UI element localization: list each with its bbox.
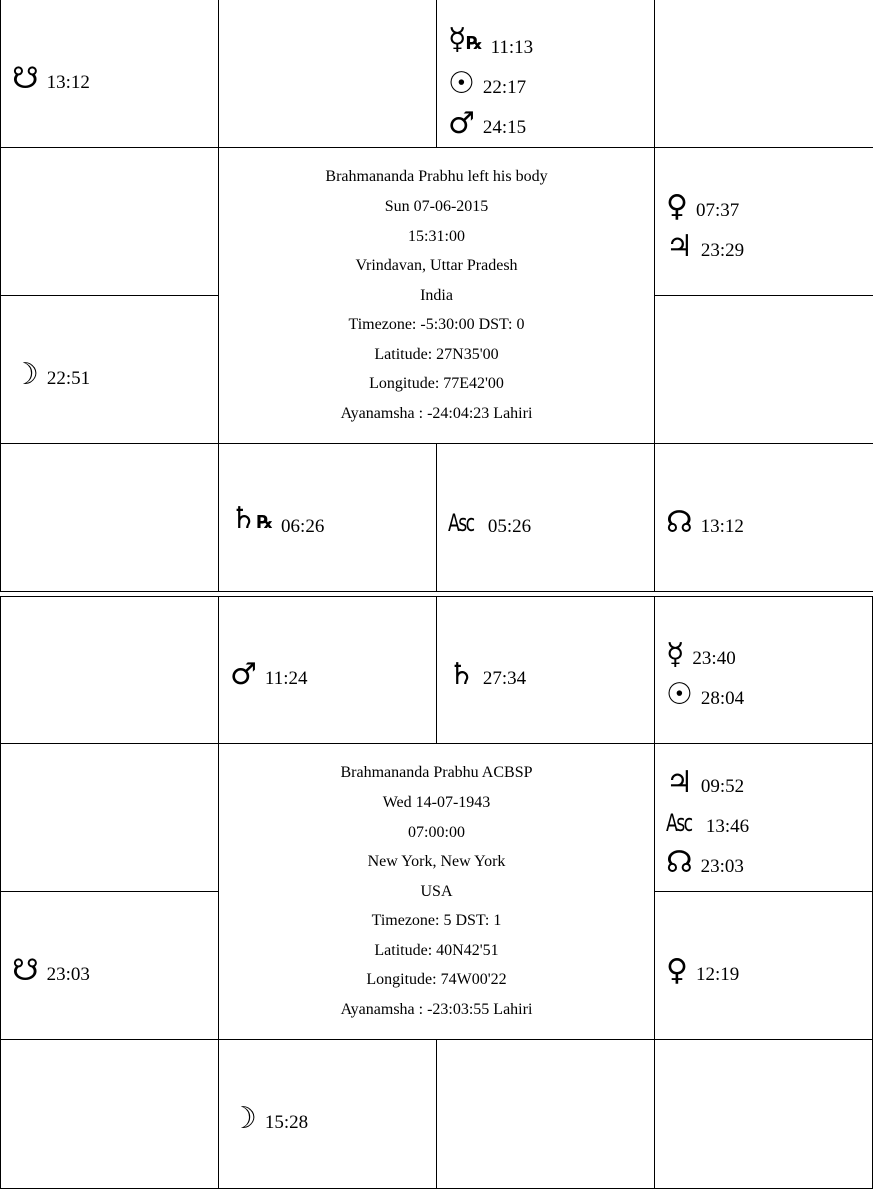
planet-degree: 07:37 [695,200,740,221]
chart-timezone: Timezone: -5:30:00 DST: 0 [348,316,525,334]
house-cell [436,0,654,148]
planet-degree: 11:24 [264,668,308,689]
ketu-icon [12,953,39,988]
moon-icon [12,357,39,392]
house-cell [654,148,873,296]
planet-glyph: ♀ [666,189,688,224]
planet-degree: 05:26 [487,516,532,537]
planet-degree: 23:40 [692,648,736,669]
native-name: Brahmananda Prabhu ACBSP [340,764,533,782]
planet-degree: 28:04 [700,688,745,709]
planet-entry [230,1094,436,1134]
planet-degree: 09:52 [700,776,745,797]
jupiter-icon [666,229,693,264]
sun-icon [448,66,475,101]
planet-entry [12,54,218,94]
planet-degree: 06:26 [281,516,325,537]
house-cell [654,892,873,1040]
planet-entry [666,798,873,838]
planet-glyph: ☋ [12,953,39,988]
planet-degree: 13:12 [46,72,90,93]
retrograde-icon: ℞ [256,512,274,533]
planet-entry [666,946,873,986]
planet-degree: 13:12 [700,516,744,537]
planet-entry [230,498,436,538]
mars-icon [230,657,257,692]
planet-entry [12,946,218,986]
planet-degree: 22:51 [46,368,91,389]
venus-icon [666,189,688,224]
rahu-icon [666,845,693,880]
planet-degree: 12:19 [695,964,740,985]
planet-glyph: ♃ [666,765,693,800]
planet-glyph: Asc [448,509,474,537]
rahu-icon [666,505,693,540]
planet-entry [666,498,873,538]
chart-date: Sun 07-06-2015 [384,197,489,215]
planet-degree: 11:13 [490,37,534,58]
planet-entry [448,19,654,59]
chart-longitude: Longitude: 74W00'22 [366,971,507,989]
planet-degree: 27:34 [482,668,527,689]
planet-entry [12,350,218,390]
house-cell [654,596,873,744]
planet-entry [666,222,873,262]
retrograde-icon: ℞ [466,33,483,54]
planet-glyph: ☿ [666,637,685,672]
native-name: Brahmananda Prabhu left his body [325,168,548,186]
house-cell [218,596,436,744]
birth-chart-2 [0,596,873,1188]
ketu-icon [12,61,39,96]
chart-place: New York, New York [367,853,506,871]
mercury-icon [666,637,685,672]
planet-degree: 15:28 [264,1112,309,1133]
saturn-icon [448,657,475,692]
chart-ayanamsha: Ayanamsha : -23:03:55 Lahiri [340,1001,533,1019]
planet-entry [230,650,436,690]
house-cell [0,0,218,148]
planet-glyph: ♄ [230,501,257,536]
house-cell [436,444,654,592]
planet-entry [666,182,873,222]
chart-time: 15:31:00 [408,227,465,245]
house-cell [0,892,218,1040]
planet-glyph: ☊ [666,505,693,540]
house-cell [218,1040,436,1188]
planet-degree: 23:03 [46,964,90,985]
planet-degree: 24:15 [482,117,527,138]
chart-longitude: Longitude: 77E42'00 [369,375,504,393]
chart-ayanamsha: Ayanamsha : -24:04:23 Lahiri [340,405,533,423]
ascendant-icon [448,508,474,538]
planet-degree: 13:46 [705,816,750,837]
planet-degree: 22:17 [482,77,527,98]
grid-line [436,1039,437,1188]
planet-glyph: ♃ [666,229,693,264]
saturn-retrograde-icon [230,501,274,538]
chart-time: 07:00:00 [408,823,465,841]
planet-entry [666,838,873,878]
grid-line [0,1188,873,1189]
planet-glyph: ☿ [448,22,467,57]
chart-country: India [420,286,453,304]
house-cell [436,596,654,744]
moon-icon [230,1101,257,1136]
chart-country: USA [420,882,453,900]
chart-info [219,148,654,443]
planet-entry [448,650,654,690]
chart-latitude: Latitude: 40N42'51 [374,941,499,959]
mars-icon [448,106,475,141]
chart-info [219,744,654,1039]
planet-degree: 23:03 [700,856,744,877]
house-cell [654,744,873,892]
planet-glyph: ☉ [666,677,693,712]
planet-glyph: ☊ [666,845,693,880]
ascendant-icon [666,808,692,838]
planet-glyph: ♄ [448,657,475,692]
planet-glyph: ♀ [666,953,688,988]
chart-timezone: Timezone: 5 DST: 1 [371,912,502,930]
planet-entry [448,99,654,139]
chart-latitude: Latitude: 27N35'00 [374,345,499,363]
planet-glyph: ☽ [230,1101,257,1136]
planet-glyph: ☋ [12,61,39,96]
planet-glyph: ☽ [12,357,39,392]
chart-date: Wed 14-07-1943 [382,793,491,811]
planet-entry [666,758,873,798]
house-cell [0,296,218,444]
chart-place: Vrindavan, Uttar Pradesh [355,257,518,275]
mercury-retrograde-icon [448,22,483,59]
planet-entry [448,59,654,99]
planet-glyph: ☉ [448,66,475,101]
sun-icon [666,677,693,712]
jupiter-icon [666,765,693,800]
house-cell [654,444,873,592]
planet-glyph: Asc [666,809,692,837]
planet-degree: 23:29 [700,240,745,261]
birth-chart-1 [0,0,873,592]
venus-icon [666,953,688,988]
planet-entry [666,630,873,670]
planet-glyph: ♂ [448,106,475,141]
planet-entry [666,670,873,710]
planet-glyph: ♂ [230,657,257,692]
planet-entry [448,498,654,538]
house-cell [218,444,436,592]
